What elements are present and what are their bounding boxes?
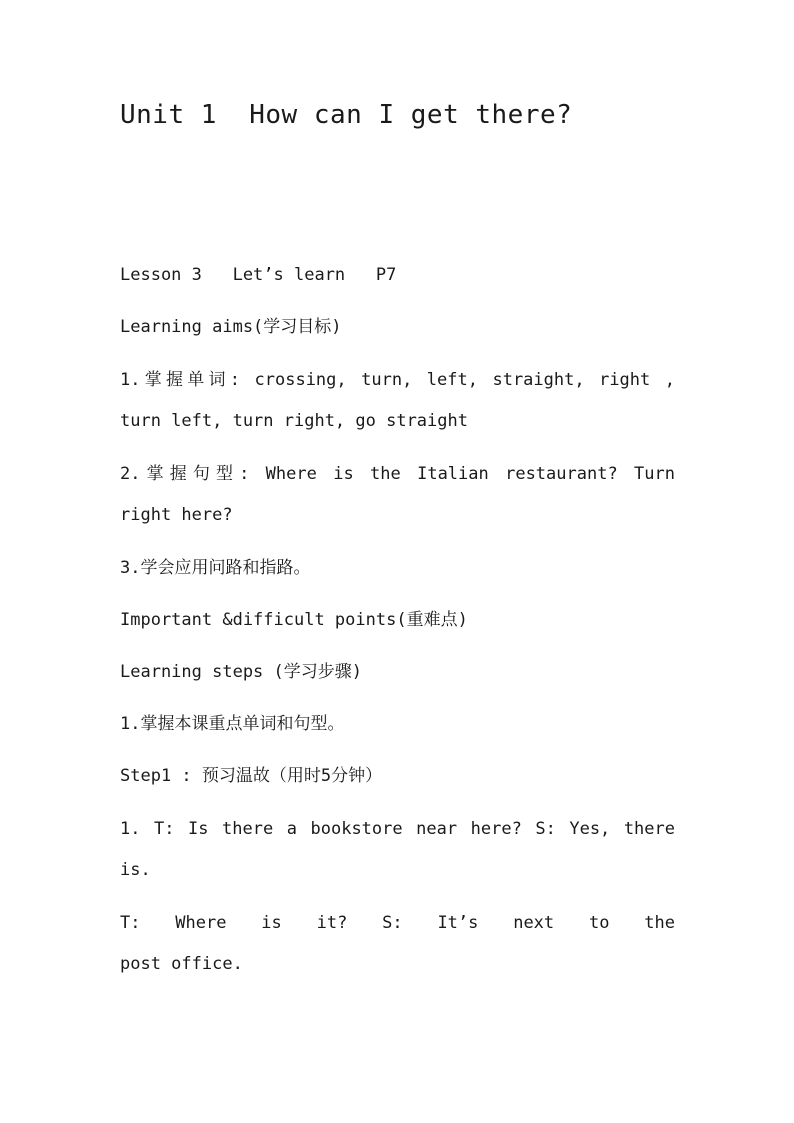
dialogue-line-1: 1. T: Is there a bookstore near here? S: Yes, there <box>120 819 675 839</box>
dialogue-line-1-continued: is. <box>120 860 151 880</box>
aim-1-vocabulary-continued: turn left, turn right, go straight <box>120 411 468 431</box>
aim-1-vocabulary: 1.掌握单词: crossing, turn, left, straight, right , <box>120 370 675 390</box>
step1-heading: Step1 : 预习温故（用时5分钟） <box>120 766 383 786</box>
document-title: Unit 1 How can I get there? <box>120 100 573 130</box>
dialogue-line-2: T: Where is it? S: It’s next to the <box>120 913 675 933</box>
aim-3-directions: 3.学会应用问路和指路。 <box>120 558 311 578</box>
key-points-heading: Important &difficult points(重难点) <box>120 610 468 630</box>
step-goal: 1.掌握本课重点单词和句型。 <box>120 714 345 734</box>
dialogue-line-2-continued: post office. <box>120 954 243 974</box>
aim-2-sentences-continued: right here? <box>120 505 233 525</box>
lesson-heading: Lesson 3 Let’s learn P7 <box>120 265 397 285</box>
learning-steps-heading: Learning steps (学习步骤) <box>120 662 362 682</box>
aim-2-sentences: 2.掌握句型: Where is the Italian restaurant? Turn <box>120 464 675 484</box>
learning-aims-heading: Learning aims(学习目标) <box>120 317 342 337</box>
